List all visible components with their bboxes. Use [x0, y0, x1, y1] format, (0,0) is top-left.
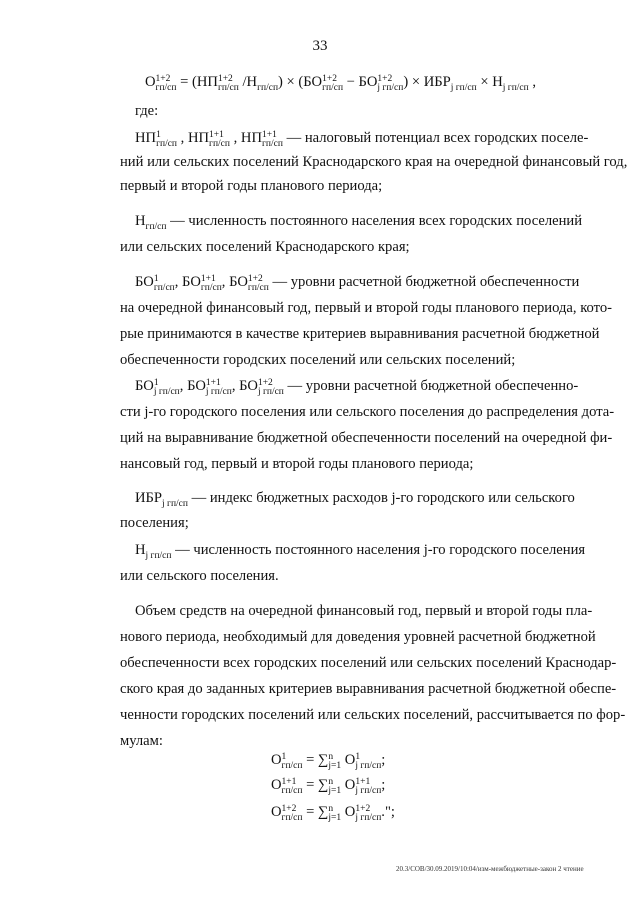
text-line: обеспеченности всех городских поселений или сельских поселений Краснодар- — [120, 655, 617, 671]
text-line: мулам: — [120, 733, 163, 749]
text-line: ченности городских поселений или сельских поселений, рассчитывается по фор- — [120, 707, 626, 723]
text-line: НП 1 гп/сп , НП 1+1 гп/сп , НП 1+1 гп/сп — налоговый потенциал всех городских поселе- — [135, 130, 589, 149]
text-line: обеспеченности городских поселений или сельских поселений; — [120, 352, 516, 368]
text-line: нансовый год, первый и второй годы планового периода; — [120, 456, 474, 472]
text-line: нового периода, необходимый для доведения уровней расчетной бюджетной — [120, 629, 596, 645]
text-line: сти j-го городского поселения или сельского поселения до распределения дота- — [120, 404, 615, 420]
formula-sum-3: О 1+2 гп/сп = ∑ n j=1 О 1+2 j гп/сп ."; — [271, 804, 395, 823]
text-line: $Н_{гп/сп}$ — численность постоянного населения всех городских поселений — [135, 213, 583, 232]
formula-main: О 1+2 гп/сп = (НП 1+2 гп/сп $/Н_{гп/сп}) \times (БО$ 1+2 гп/сп − БО 1+2 j гп/сп ) × $ИБР_{j гп/сп} \times Н_{j гп/сп}$ , — [145, 74, 537, 93]
text-line: на очередной финансовый год, первый и второй годы планового периода, кото- — [120, 300, 612, 316]
text-line: БО 1 j гп/сп , БО 1+1 j гп/сп , БО 1+2 j гп/сп — уровни расчетной бюджетной обеспеченно- — [135, 378, 579, 397]
formula-sum-2: О 1+1 гп/сп = ∑ n j=1 О 1+1 j гп/сп ; — [271, 777, 386, 796]
text-line: поселения; — [120, 515, 189, 531]
text-line: или сельского поселения. — [120, 568, 279, 584]
text-line: рые принимаются в качестве критериев выравнивания расчетной бюджетной — [120, 326, 600, 342]
text-line: первый и второй годы планового периода; — [120, 178, 383, 194]
text-line: БО 1 гп/сп , БО 1+1 гп/сп , БО 1+2 гп/сп — уровни расчетной бюджетной обеспеченности — [135, 274, 580, 293]
text-line: $Н_{j гп/сп}$ — численность постоянного населения j-го городского поселения — [135, 542, 586, 561]
text-line: ций на выравнивание бюджетной обеспеченности поселений на очередной фи- — [120, 430, 613, 446]
page-number: 33 — [312, 38, 328, 54]
text-line: Объем средств на очередной финансовый год, первый и второй годы пла- — [135, 603, 593, 619]
footer-note: 20.3/СОВ/30.09.2019/10:04/изм-межбюджетные-закон 2 чтение — [396, 865, 584, 873]
text-line: или сельских поселений Краснодарского края; — [120, 239, 410, 255]
text-line: ний или сельских поселений Краснодарского края на очередной финансовый год, — [120, 154, 628, 170]
text-line: ского края до заданных критериев выравнивания расчетной бюджетной обеспе- — [120, 681, 617, 697]
formula-sum-1: О 1 гп/сп = ∑ n j=1 О 1 j гп/сп ; — [271, 752, 386, 771]
where-label: где: — [135, 103, 159, 119]
text-line: $ИБР_{j гп/сп}$ — индекс бюджетных расходов j-го городского или сельского — [135, 490, 575, 509]
